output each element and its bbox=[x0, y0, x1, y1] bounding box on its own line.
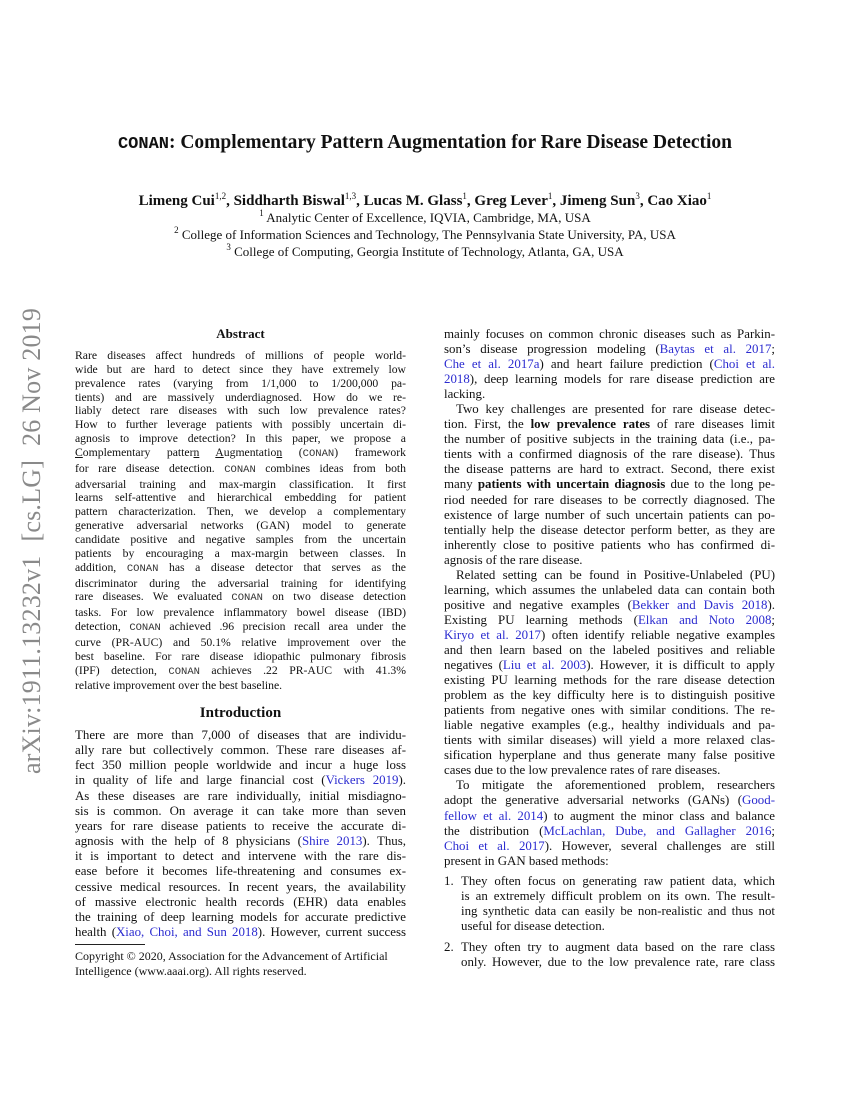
title-text: : Complementary Pattern Augmentation for Rare Disease Detection bbox=[168, 132, 733, 153]
arxiv-identifier-stamp bbox=[17, 294, 47, 774]
paragraph bbox=[444, 402, 775, 568]
citation-link[interactable]: Che et al. 2017a bbox=[444, 357, 540, 372]
text-line: riod needed for rare diseases to be correctly diagnosed. The bbox=[444, 492, 775, 507]
text-line: Kiryo et al. 2017) often identify reliable negative examples bbox=[444, 627, 775, 642]
arxiv-id: arXiv:1911.13232v1 bbox=[17, 555, 46, 775]
author-name: Lucas M. Glass bbox=[363, 193, 463, 209]
citation-link[interactable]: McLachlan, Dube, and Gallagher 2016 bbox=[543, 823, 772, 838]
arxiv-date: 26 Nov 2019 bbox=[17, 307, 46, 446]
author-name: Cao Xiao bbox=[647, 193, 707, 209]
text-line: in quality of life and large financial cost (Vickers 2019). bbox=[75, 773, 406, 788]
text-line: tients) and are massively underdiagnosed. How do we re- bbox=[75, 390, 406, 404]
system-name: CONAN bbox=[231, 592, 263, 605]
affiliation-text: College of Computing, Georgia Institute of Technology, Atlanta, GA, USA bbox=[230, 244, 624, 259]
right-column-text bbox=[444, 327, 775, 976]
text-line: is an extremely difficult problem on its own. The result- bbox=[461, 888, 775, 903]
text-line: patients by encouraging a max-margin between classes. In bbox=[75, 546, 406, 560]
author-affiliation-marker: 1,3 bbox=[344, 191, 357, 201]
text-line: son’s disease progression modeling (Baytas et al. 2017; bbox=[444, 342, 775, 357]
paper-title bbox=[0, 132, 850, 154]
text-line: tion. First, the low prevalence rates of rare diseases limit bbox=[444, 417, 775, 432]
text-line: health (Xiao, Choi, and Sun 2018). However, current success bbox=[75, 925, 407, 940]
text-line: of massive electronic health records (EHR) data enables bbox=[75, 894, 406, 909]
text-line: tentially help the disease detector perform better, as they are bbox=[444, 522, 775, 537]
text-line: years for rare disease patients to receive the accurate di- bbox=[75, 818, 406, 833]
citation-link[interactable]: Kiryo et al. 2017 bbox=[444, 627, 541, 642]
text-line: cases due to the low prevalence rates of rare diseases. bbox=[444, 763, 721, 778]
affiliation-1 bbox=[0, 210, 850, 226]
text-line: They often try to augment data based on the rare class bbox=[461, 939, 775, 954]
text-line: tients with similar diseases) will yield a more relaxed clas- bbox=[444, 733, 775, 748]
text-line: To mitigate the aforementioned problem, researchers bbox=[456, 778, 775, 793]
text-line: inherently close to positive patients who has confirmed di- bbox=[444, 537, 775, 552]
text-line: adversarial training and max-margin classification. It first bbox=[75, 477, 406, 491]
paragraph bbox=[444, 327, 775, 402]
text-line: As these diseases are rare individually, initial misdiagno- bbox=[75, 788, 406, 803]
author-name: Greg Lever bbox=[474, 193, 548, 209]
affiliation-2 bbox=[0, 227, 850, 243]
text-line: learns self-attentive and hierarchical embedding for patient bbox=[75, 491, 406, 505]
text-line: mainly focuses on common chronic diseases such as Parkin- bbox=[444, 327, 775, 341]
text-line: best baseline. For rare disease idiopathic pulmonary fibrosis bbox=[75, 649, 406, 663]
affiliation-marker: 1 bbox=[259, 208, 264, 218]
text-line: prevalence rates (varying from 1/1,000 to 1/200,000 pa- bbox=[75, 376, 406, 390]
system-name: CONAN bbox=[129, 622, 161, 635]
copyright-footnote bbox=[75, 949, 406, 979]
text-line: Che et al. 2017a) and heart failure prediction (Choi et al. bbox=[444, 357, 775, 372]
arxiv-category: [cs.LG] bbox=[17, 459, 46, 542]
text-line: and then learn based on the labeled positives and reliable bbox=[444, 642, 775, 657]
text-line: Rare diseases affect hundreds of millions of people world- bbox=[75, 349, 406, 362]
author-affiliation-marker: 3 bbox=[635, 191, 640, 201]
challenges-list bbox=[444, 874, 775, 970]
author-list: Limeng Cui$^{1,2}$, Siddharth Biswal$^{1,3}$, Lucas M. Glass$^1$, Greg Lever$^1$, Jimeng Sun$^3$, Cao Xiao$^1$ bbox=[138, 191, 712, 209]
paragraphs bbox=[444, 327, 775, 869]
text-line: addition, CONAN has a disease detector that serves as the bbox=[75, 560, 406, 575]
emphasis-text: low prevalence rates bbox=[530, 417, 651, 432]
system-name: CONAN bbox=[168, 665, 200, 678]
affiliation-text: College of Information Sciences and Technology, The Pennsylvania State University, PA, USA bbox=[178, 227, 676, 242]
system-name: CONAN bbox=[117, 135, 169, 154]
footnote-divider bbox=[75, 944, 145, 945]
list-number: 1. bbox=[444, 873, 454, 888]
paragraph bbox=[444, 568, 775, 779]
text-line: adopt the generative adversarial networks (GANs) (Good- bbox=[444, 793, 775, 808]
text-line: positive and negative examples (Bekker and Davis 2018). bbox=[444, 597, 775, 612]
text-line: Choi et al. 2017). However, several challenges are still bbox=[444, 838, 775, 853]
text-line: existence of large number of such uncertain patients can po- bbox=[444, 507, 775, 522]
affiliation-3 bbox=[0, 244, 850, 260]
text-line: the disease patterns are hard to extract. Second, there exist bbox=[444, 462, 775, 477]
paragraphs bbox=[75, 349, 406, 693]
text-line: ally rare but collectively common. These rare diseases af- bbox=[75, 743, 406, 758]
acronym-letter: n bbox=[193, 445, 200, 459]
system-name: CONAN bbox=[224, 463, 256, 476]
list-item bbox=[444, 874, 775, 934]
text-line: (IPF) detection, CONAN achieves .22 PR-AUC with 41.3% bbox=[75, 663, 406, 678]
text-line: learning, which assumes the unlabeled data can contain both bbox=[444, 582, 775, 597]
text-line: ing synthetic data can easily be non-realistic and thus not bbox=[461, 903, 775, 918]
citation-link[interactable]: Xiao, Choi, and Sun 2018 bbox=[115, 925, 258, 940]
affiliation-text: Analytic Center of Excellence, IQVIA, Cambridge, MA, USA bbox=[263, 210, 591, 225]
text-line: agnosis to improve detection? In this paper, we propose a bbox=[75, 432, 406, 446]
text-line: only. However, due to the low prevalence rate, rare class bbox=[461, 954, 775, 969]
text-line: There are more than 7,000 of diseases that are individu- bbox=[75, 728, 406, 742]
citation-link[interactable]: Elkan and Noto 2008 bbox=[637, 612, 772, 627]
text-line: problem as the key difficulty here is to distinguish positive bbox=[444, 688, 775, 703]
acronym-letter: n bbox=[276, 445, 283, 459]
abstract-section bbox=[75, 326, 406, 693]
citation-link[interactable]: Vickers 2019 bbox=[325, 773, 399, 788]
author-name: Siddharth Biswal bbox=[233, 193, 345, 209]
text-line: rare diseases. We evaluated CONAN on two disease detection bbox=[75, 590, 406, 605]
text-line: sification hyperplane and thus generate many false positive bbox=[444, 748, 775, 763]
text-line: Existing PU learning methods (Elkan and Noto 2008; bbox=[444, 612, 775, 627]
system-name: CONAN bbox=[302, 447, 335, 460]
system-name: CONAN bbox=[126, 562, 159, 575]
text-line: liably detect rare diseases with such low prevalence rates? bbox=[75, 404, 406, 418]
text-line: discriminator during the adversarial training for identifying bbox=[75, 576, 406, 590]
text-line: many patients with uncertain diagnosis due to the long pe- bbox=[444, 477, 775, 492]
citation-link[interactable]: Shire 2013 bbox=[301, 834, 363, 849]
citation-link[interactable]: Bekker and Davis 2018 bbox=[631, 597, 768, 612]
text-line: Two key challenges are presented for rare disease detec- bbox=[456, 402, 775, 417]
author-name: Limeng Cui bbox=[138, 193, 215, 209]
text-line: for rare disease detection. CONAN combines ideas from both bbox=[75, 461, 406, 476]
text-line: detection, CONAN achieved .96 precision recall area under the bbox=[75, 620, 406, 635]
text-line: fect 350 million people worldwide and incur a huge loss bbox=[75, 758, 406, 773]
paragraph bbox=[75, 349, 406, 693]
acronym-letter: C bbox=[75, 445, 83, 459]
paragraph bbox=[444, 778, 775, 868]
author-affiliation-marker: 1 bbox=[547, 191, 553, 201]
author-affiliation-marker: 1 bbox=[706, 191, 712, 201]
text-line: agnosis with the help of 8 physicians (Shire 2013). Thus, bbox=[75, 834, 406, 849]
affiliation-marker: 2 bbox=[174, 225, 179, 235]
text-line: lacking. bbox=[444, 387, 486, 402]
list-number: 2. bbox=[444, 939, 454, 954]
paragraphs bbox=[75, 728, 406, 940]
list-item bbox=[444, 940, 775, 970]
footnote-line: Copyright © 2020, Association for the Advancement of Artificial bbox=[75, 949, 388, 963]
text-line: sis is common. On average it can take more than seven bbox=[75, 803, 406, 818]
text-line: existing PU learning methods for the rare disease detection bbox=[444, 673, 775, 688]
citation-link[interactable]: Liu et al. 2003 bbox=[502, 658, 587, 673]
acronym-letter: A bbox=[215, 445, 224, 459]
citation-link[interactable]: Baytas et al. 2017 bbox=[659, 342, 772, 357]
introduction-heading: Introduction bbox=[199, 705, 282, 721]
text-line: it is important to detect and intervene with the rare dis- bbox=[75, 849, 406, 864]
author-affiliation-marker: 1 bbox=[462, 191, 467, 201]
author-affiliation-marker: 1,2 bbox=[214, 191, 227, 201]
text-line: tasks. For low prevalence inflammatory bowel disease (IBD) bbox=[75, 606, 406, 620]
citation-link[interactable]: 2018 bbox=[444, 372, 470, 387]
abstract-heading: Abstract bbox=[216, 326, 265, 341]
emphasis-text: patients with uncertain diagnosis bbox=[477, 477, 666, 492]
text-line: relative improvement over the best baseline. bbox=[75, 679, 283, 693]
text-line: Related setting can be found in Positive-Unlabeled (PU) bbox=[456, 567, 775, 582]
text-line: useful for disease detection. bbox=[461, 918, 605, 933]
citation-link[interactable]: Good- bbox=[742, 793, 775, 808]
text-line: Complementary pattern Augmentation (CONAN) framework bbox=[75, 445, 406, 460]
text-line: How to further leverage patients with possibly uncertain di- bbox=[75, 418, 406, 432]
text-line: patients from negative ones with similar conditions. The re- bbox=[444, 703, 775, 718]
text-line: wide but are hard to detect since they have extremely low bbox=[75, 362, 406, 376]
citation-link[interactable]: Choi et al. bbox=[713, 357, 775, 372]
text-line: agnosis of the rare disease. bbox=[444, 552, 583, 567]
footnote-line: Intelligence (www.aaai.org). All rights reserved. bbox=[75, 963, 307, 978]
text-line: pattern characterization. Then, we develop a complementary bbox=[75, 505, 406, 519]
text-line: generative adversarial networks (GAN) model to generate bbox=[75, 519, 406, 533]
text-line: tients with a confirmed diagnosis of the rare disease). Thus bbox=[444, 447, 775, 462]
text-line: They often focus on generating raw patient data, which bbox=[461, 873, 775, 888]
citation-link[interactable]: Choi et al. 2017 bbox=[444, 838, 545, 853]
text-line: negatives (Liu et al. 2003). However, it is difficult to apply bbox=[444, 658, 775, 673]
paragraph bbox=[75, 728, 406, 940]
author-name: Jimeng Sun bbox=[559, 193, 636, 209]
text-line: candidate positive and negative samples from the uncertain bbox=[75, 532, 406, 546]
affiliation-marker: 3 bbox=[226, 242, 231, 252]
text-line: the number of positive subjects in the training data (i.e., pa- bbox=[444, 432, 775, 447]
text-line: fellow et al. 2014) to augment the minor class and balance bbox=[444, 808, 775, 823]
citation-link[interactable]: fellow et al. 2014 bbox=[444, 808, 544, 823]
text-line: 2018), deep learning models for rare disease prediction are bbox=[444, 372, 775, 387]
text-line: liable negative examples (e.g., healthy individuals and pa- bbox=[444, 718, 775, 733]
text-line: ease before it becomes life-threatening and consumes ex- bbox=[75, 864, 406, 879]
text-line: the distribution (McLachlan, Dube, and Gallagher 2016; bbox=[444, 823, 775, 838]
text-line: the training of deep learning models for accurate predictive bbox=[75, 909, 406, 924]
text-line: present in GAN based methods: bbox=[444, 853, 609, 868]
text-line: curve (PR-AUC) and 50.1% relative improvement over the bbox=[75, 635, 406, 649]
text-line: cessive medical resources. In recent years, the availability bbox=[75, 879, 406, 894]
introduction-section bbox=[75, 705, 406, 940]
